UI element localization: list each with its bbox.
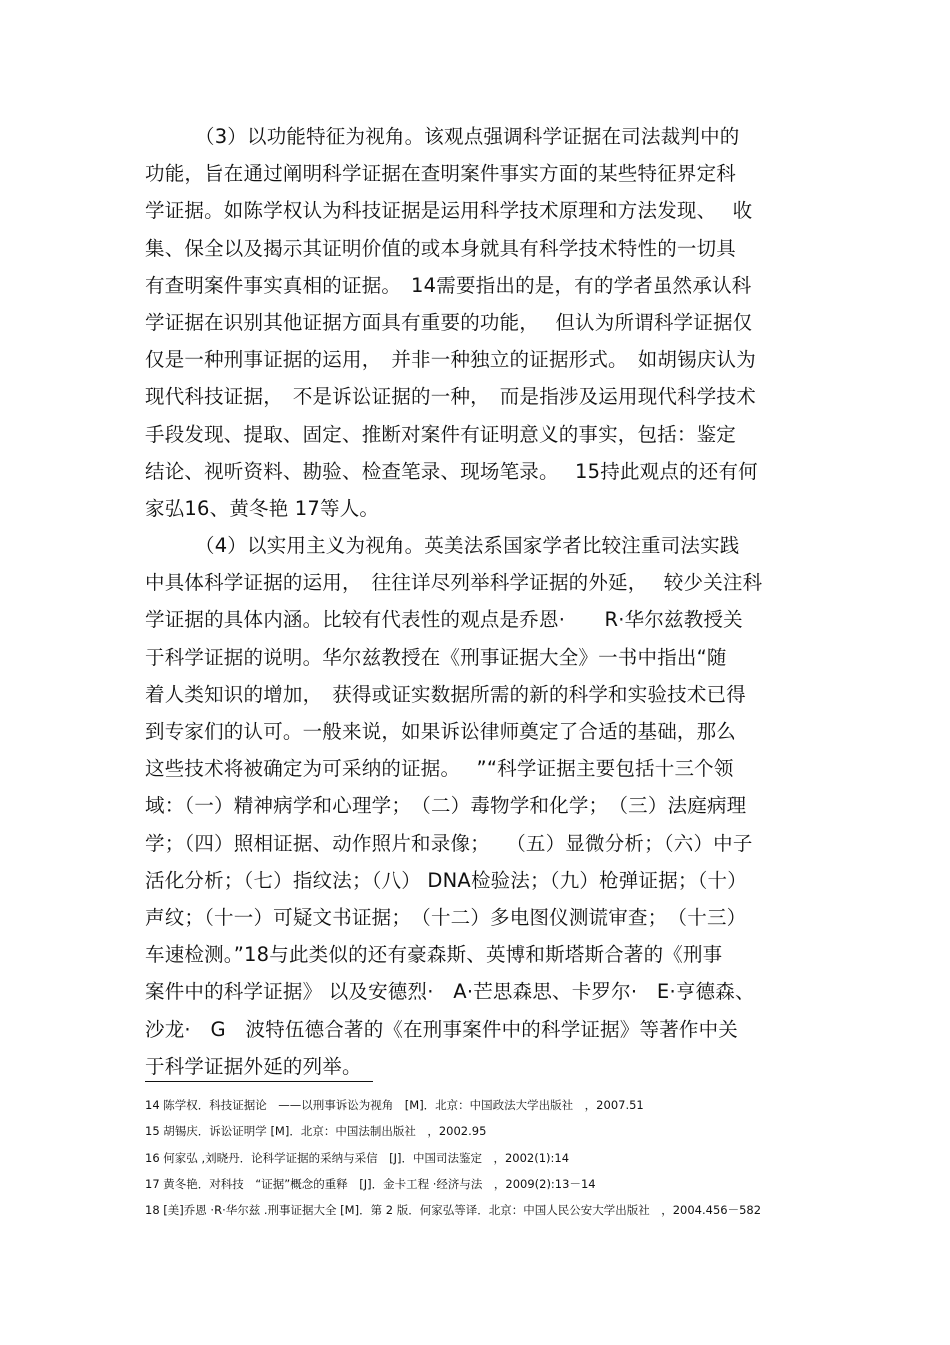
- paragraph-line: 集、保全以及揭示其证明价值的或本身就具有科学技术特性的一切具: [145, 236, 737, 260]
- footnote-18: 18 [美]乔恩 ·R·华尔兹 .刑事证据大全 [M]．第 2 版．何家弘等译．北京：中国人民公安大学出版社 ，2004.456－582: [145, 1203, 762, 1218]
- footnote-divider: [145, 1081, 373, 1082]
- paragraph-line: 学；（四）照相证据、动作照片和录像； （五）显微分析；（六）中子: [145, 831, 753, 855]
- body-text: [145, 118, 815, 1085]
- paragraph-line: 活化分析；（七）指纹法；（八） DNA检验法；（九）枪弹证据；（十）: [145, 868, 747, 892]
- paragraph-line: 学证据在识别其他证据方面具有重要的功能， 但认为所谓科学证据仅: [145, 310, 753, 334]
- paragraph-line: 着人类知识的增加， 获得或证实数据所需的新的科学和实验技术已得: [145, 682, 746, 706]
- paragraph-line: 声纹；（十一）可疑文书证据； （十二）多电图仪测谎审查； （十三）: [145, 905, 747, 929]
- paragraph-line: 案件中的科学证据》 以及安德烈· A·芒思森思、卡罗尔· E·亨德森、: [145, 980, 755, 1004]
- footnotes: [145, 1096, 815, 1227]
- footnote-15: 15 胡锡庆．诉讼证明学 [M]．北京：中国法制出版社 ，2002.95: [145, 1124, 487, 1139]
- paragraph-line: 学证据。如陈学权认为科技证据是运用科学技术原理和方法发现、 收: [145, 199, 753, 223]
- paragraph-line: 于科学证据外延的列举。: [145, 1054, 362, 1078]
- paragraph-line: 结论、视听资料、勘验、检查笔录、现场笔录。 15持此观点的还有何: [145, 459, 758, 483]
- paragraph-line: 现代科技证据， 不是诉讼证据的一种， 而是指涉及运用现代科学技术: [145, 385, 756, 409]
- paragraph-line: 功能，旨在通过阐明科学证据在查明案件事实方面的某些特征界定科: [145, 162, 737, 186]
- paragraph-line: 这些技术将被确定为可采纳的证据。 ”“科学证据主要包括十三个领: [145, 757, 734, 781]
- paragraph-line: 沙龙· G 波特伍德合著的《在刑事案件中的科学证据》等著作中关: [145, 1017, 739, 1041]
- footnote-16: 16 何家弘 ,刘晓丹．论科学证据的采纳与采信 [J]．中国司法鉴定 ，2002(1):14: [145, 1150, 570, 1165]
- paragraph-line: 手段发现、提取、固定、推断对案件有证明意义的事实，包括：鉴定: [145, 422, 737, 446]
- paragraph-line: （4）以实用主义为视角。英美法系国家学者比较注重司法实践: [195, 534, 740, 558]
- paragraph-line: 中具体科学证据的运用， 往往详尽列举科学证据的外延， 较少关注科: [145, 571, 763, 595]
- paragraph-line: 域：（一）精神病学和心理学； （二）毒物学和化学； （三）法庭病理: [145, 794, 747, 818]
- paragraph-line: 仅是一种刑事证据的运用， 并非一种独立的证据形式。 如胡锡庆认为: [145, 348, 756, 372]
- paragraph-line: 到专家们的认可。一般来说，如果诉讼律师奠定了合适的基础，那么: [145, 720, 737, 743]
- footnote-14: 14 陈学权．科技证据论 ——以刑事诉讼为视角 [M]．北京：中国政法大学出版社 ，2007.51: [145, 1098, 644, 1112]
- footnote-17: 17 黄冬艳．对科技 “证据”概念的重释 [J]．金卡工程 ·经济与法 ，2009(2):13－14: [145, 1176, 596, 1191]
- paragraph-line: 有查明案件事实真相的证据。 14需要指出的是，有的学者虽然承认科: [145, 273, 752, 297]
- paragraph-line: （3）以功能特征为视角。该观点强调科学证据在司法裁判中的: [195, 125, 740, 148]
- paragraph-line: 学证据的具体内涵。比较有代表性的观点是乔恩· R·华尔兹教授关: [145, 608, 743, 632]
- paragraph-line: 于科学证据的说明。华尔兹教授在《刑事证据大全》一书中指出“随: [145, 645, 727, 669]
- paragraph-line: 家弘16、黄冬艳 17等人。: [145, 496, 380, 520]
- paragraph-line: 车速检测。”18与此类似的还有豪森斯、英博和斯塔斯合著的《刑事: [145, 943, 723, 967]
